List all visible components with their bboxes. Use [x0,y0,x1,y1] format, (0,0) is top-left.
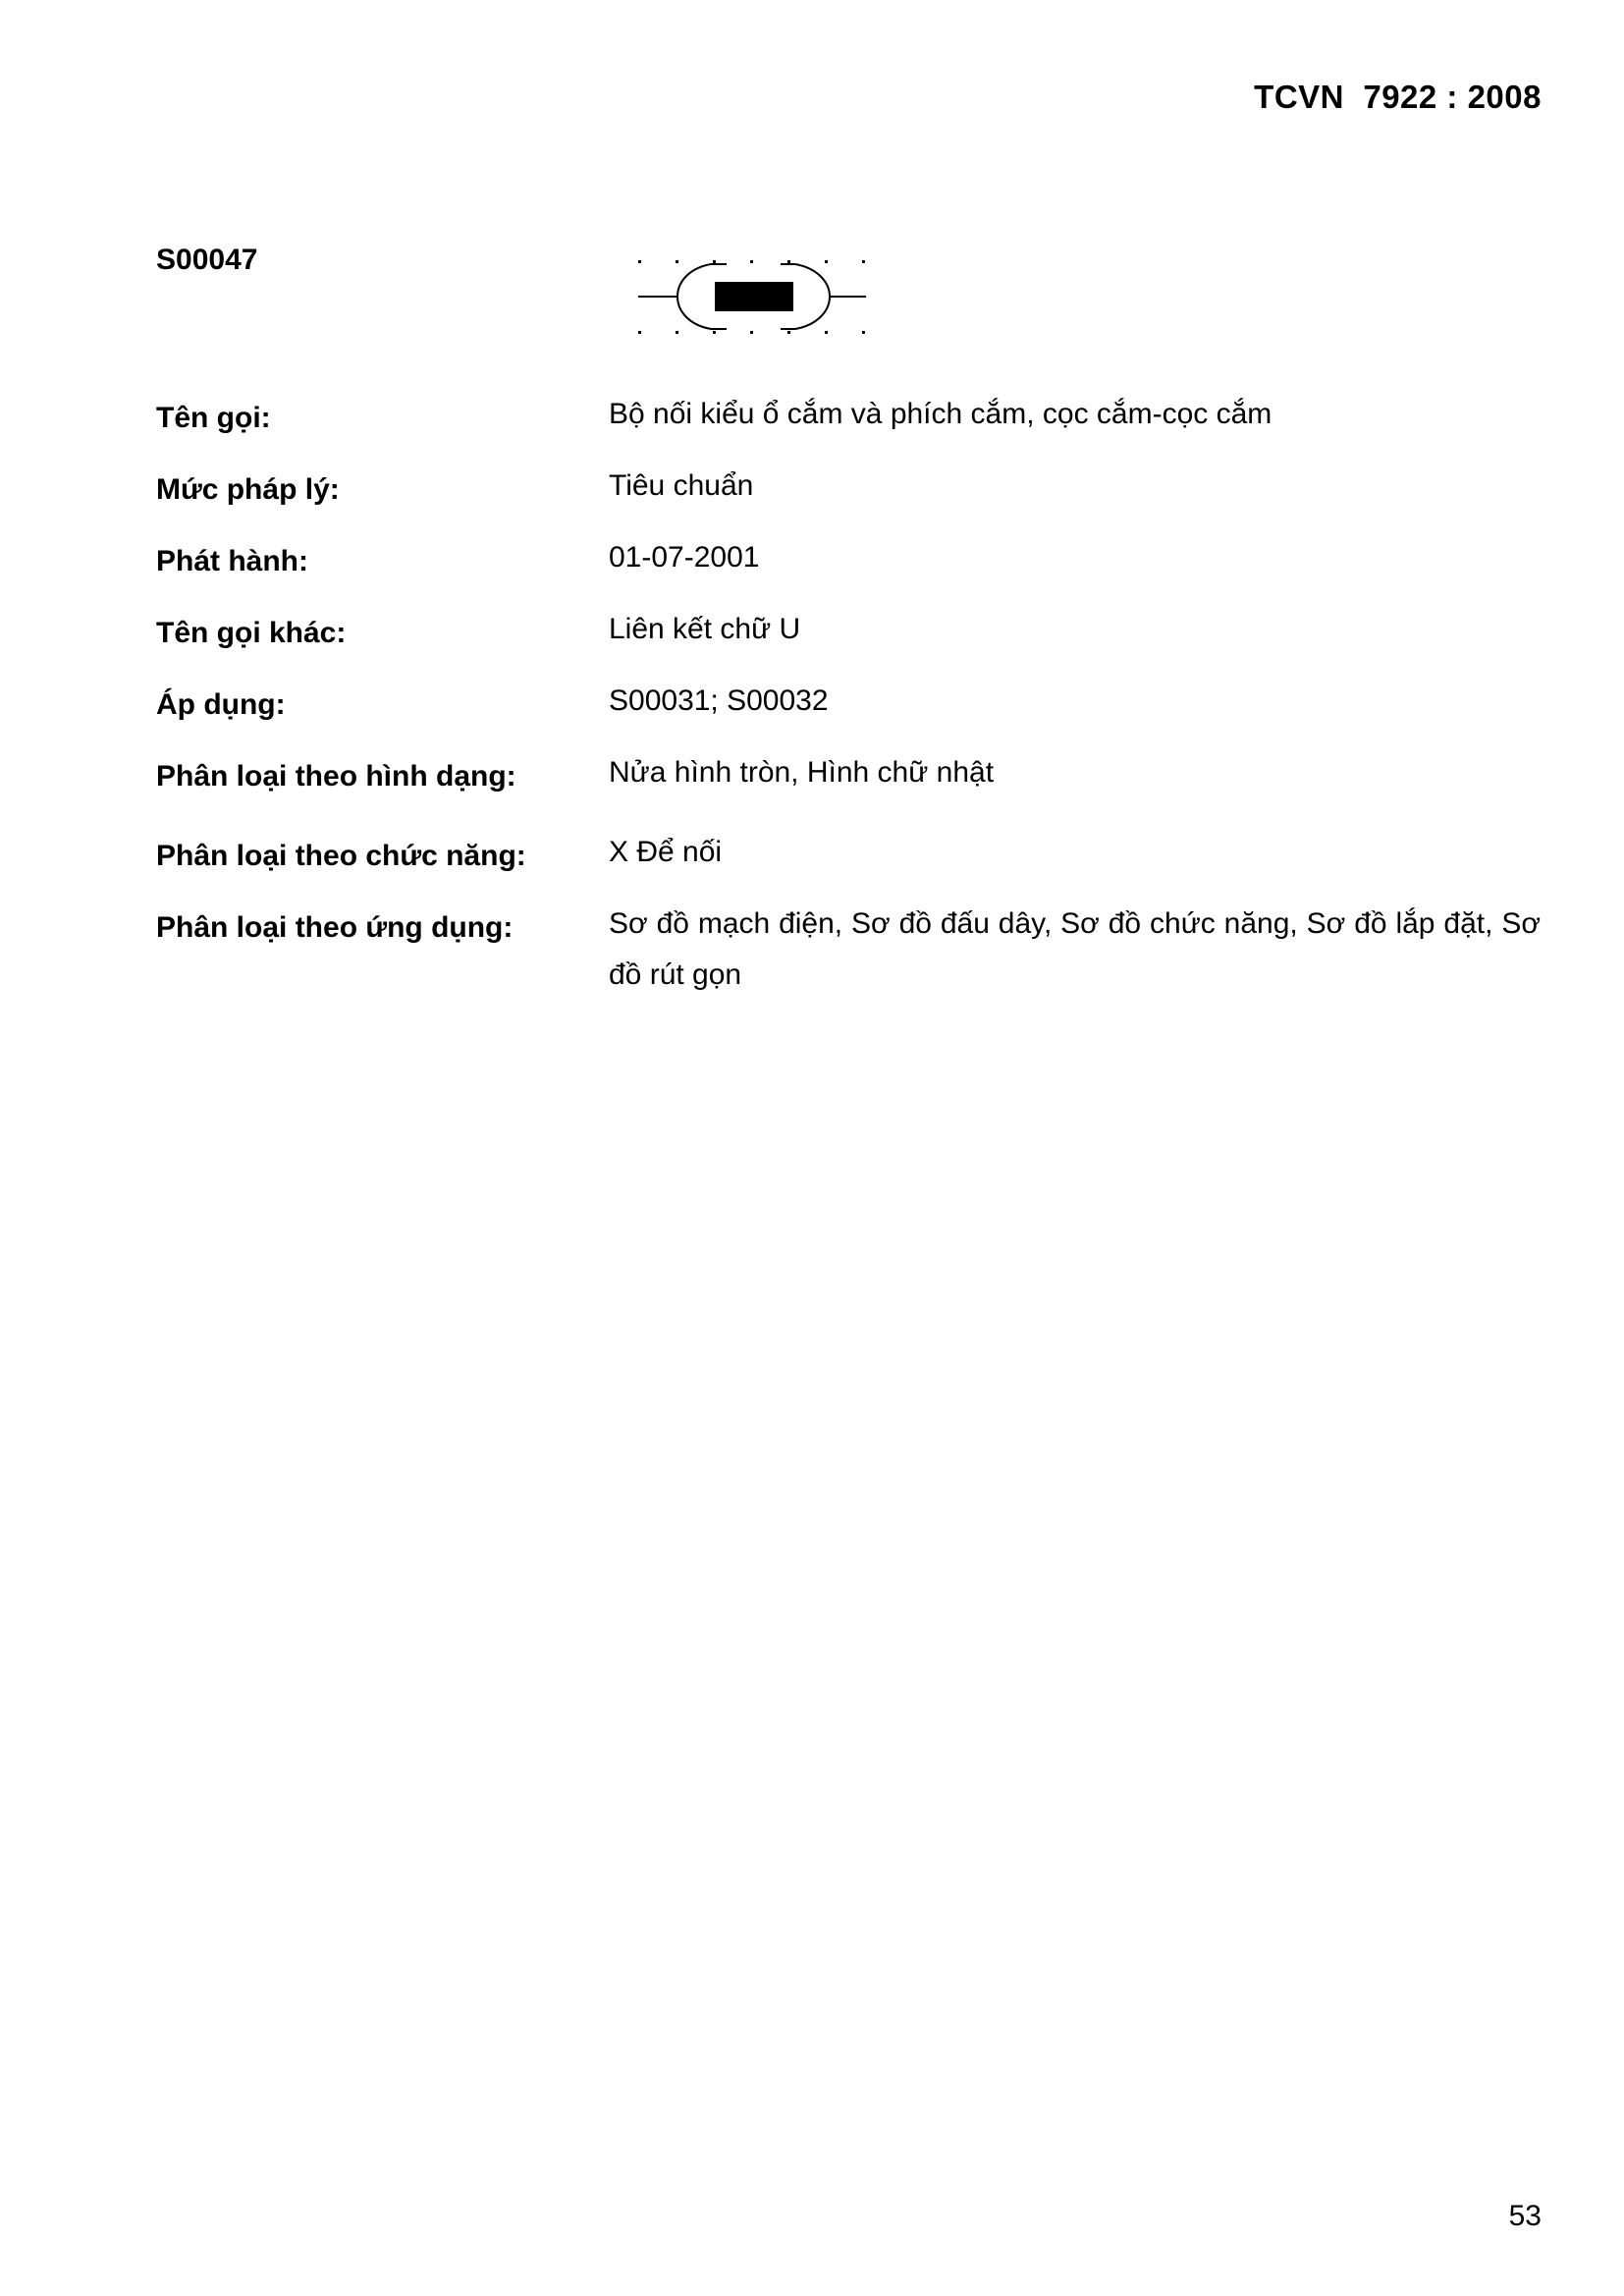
spec-label: Phân loại theo chức năng: [156,840,526,872]
spec-row-application-class [156,899,1541,991]
spec-row-function-class [156,827,1541,899]
page-number: 53 [1508,2200,1542,2232]
spec-row-other-name [156,604,1541,676]
spec-label: Phân loại theo hình dạng: [156,760,516,793]
spec-value: Sơ đồ mạch điện, Sơ đồ đấu dây, Sơ đồ chức năng, Sơ đồ lắp đặt, Sơ đồ rút gọn [609,907,1541,991]
spec-label: Tên gọi khác: [156,617,347,649]
symbol-id: S00047 [156,244,258,276]
spec-value: Bộ nối kiểu ổ cắm và phích cắm, cọc cắm-cọc cắm [609,398,1272,430]
spec-value: Liên kết chữ U [609,613,801,645]
spec-row-shape-class [156,747,1541,827]
spec-row-legal-level [156,461,1541,532]
spec-table [156,389,1541,991]
spec-value: S00031; S00032 [609,684,829,717]
spec-label: Mức pháp lý: [156,473,340,506]
spec-label: Phân loại theo ứng dụng: [156,911,514,944]
spec-label: Phát hành: [156,545,308,577]
spec-label: Áp dụng: [156,688,286,721]
connector-symbol-icon [628,250,884,344]
spec-label: Tên gọi: [156,402,271,434]
spec-value: Tiêu chuẩn [609,469,754,502]
spec-row-issued [156,532,1541,604]
standard-code: TCVN 7922 : 2008 [1254,79,1542,115]
spec-value: Nửa hình tròn, Hình chữ nhật [609,756,995,789]
spec-row-name [156,389,1541,461]
spec-row-applies [156,676,1541,747]
spec-value: 01-07-2001 [609,541,760,574]
spec-value: X Để nối [609,836,723,868]
